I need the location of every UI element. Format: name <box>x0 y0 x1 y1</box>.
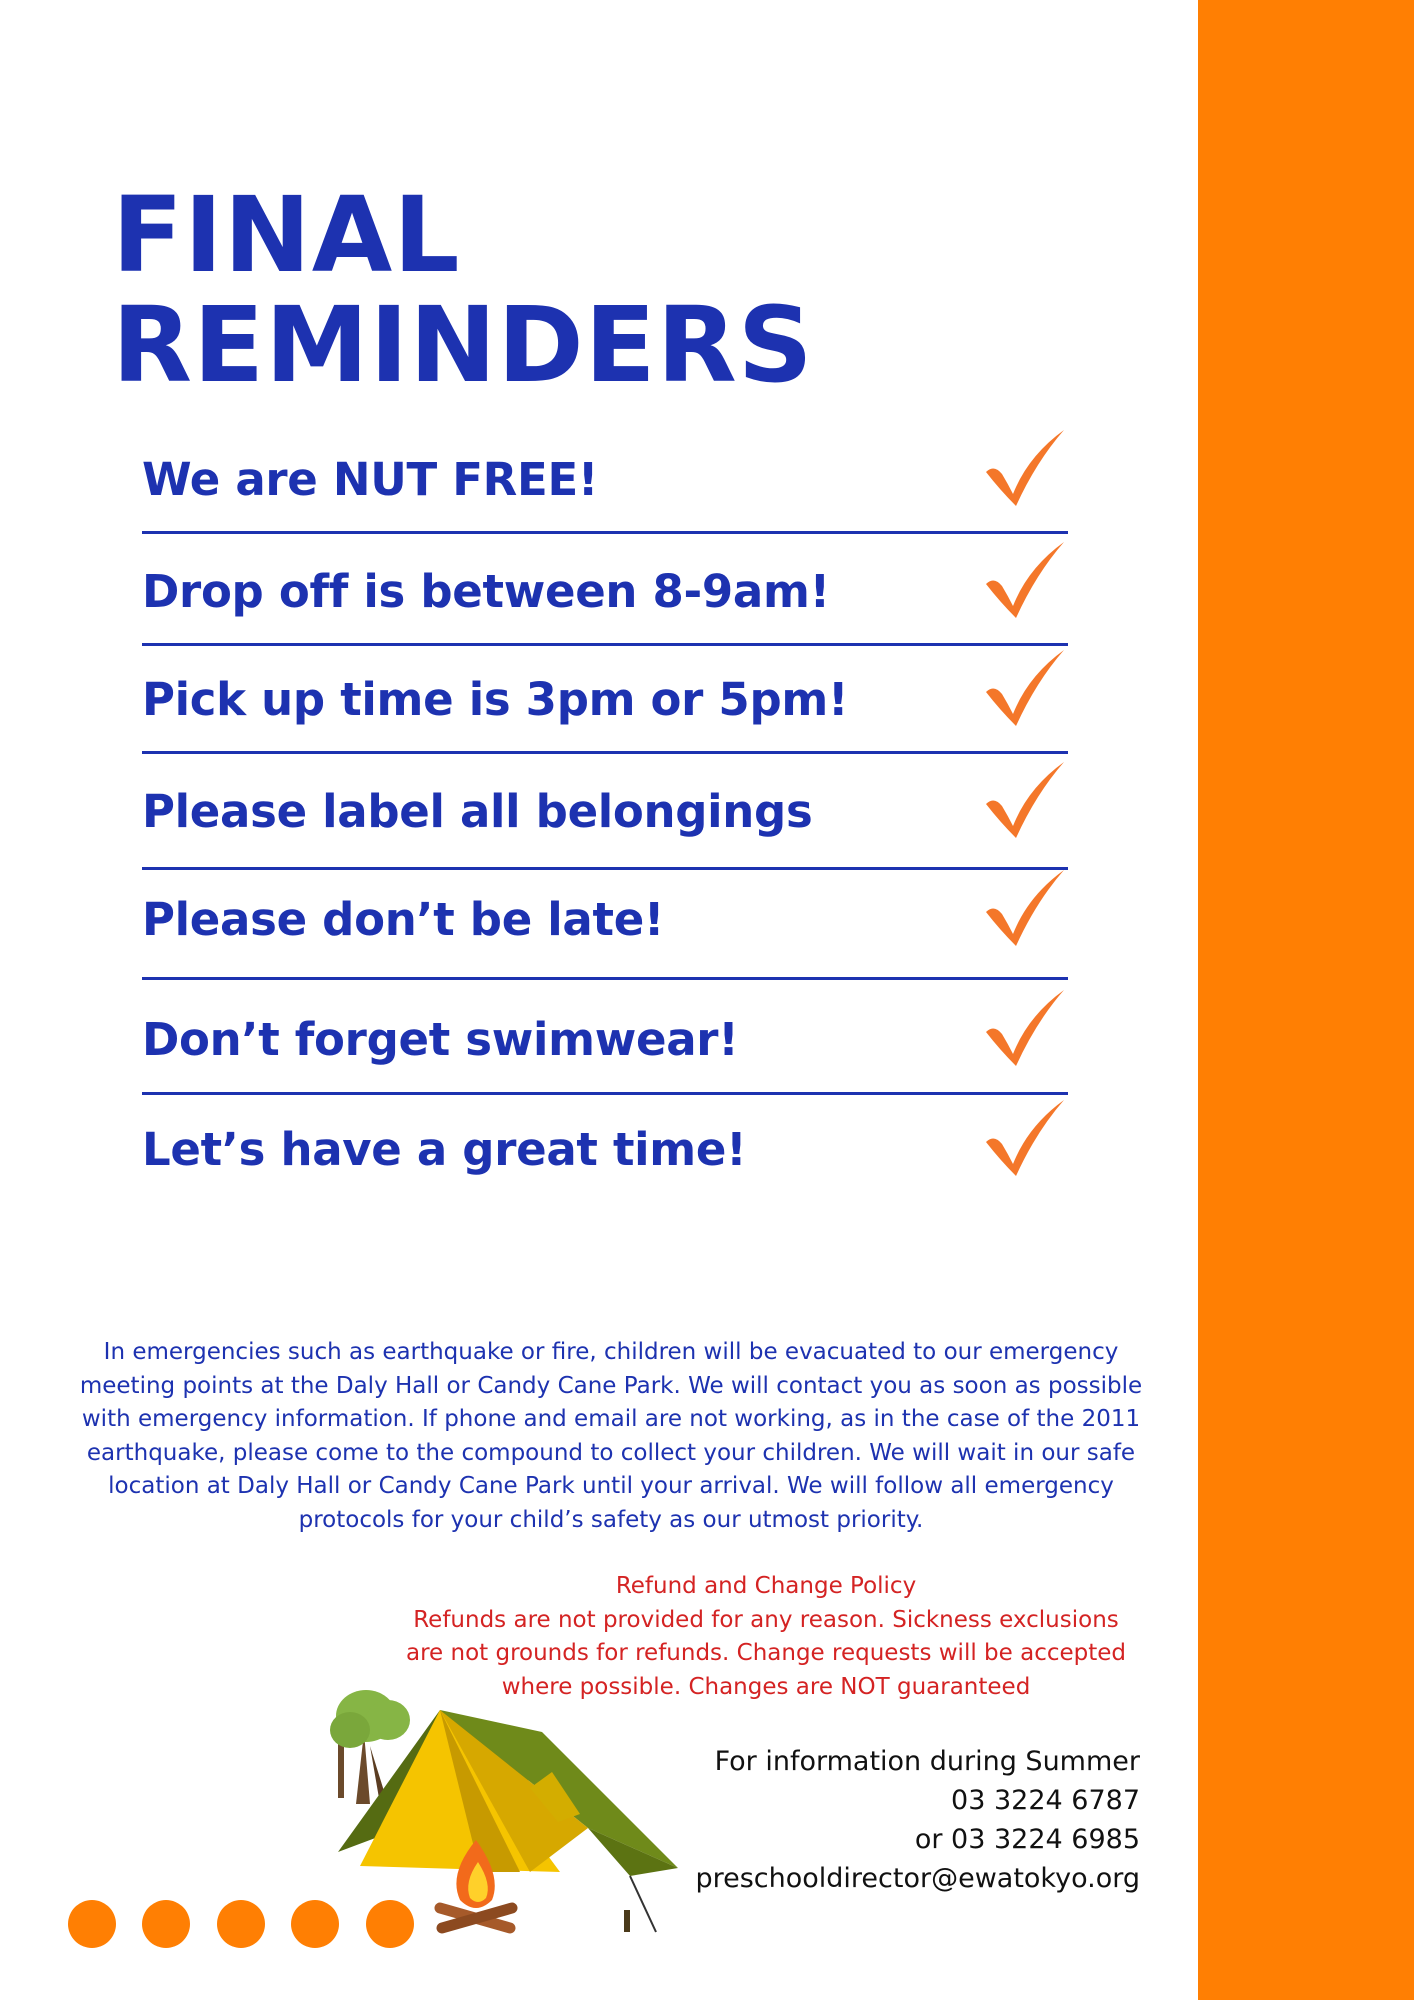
checklist-item-text: Please don’t be late! <box>142 893 665 946</box>
checklist-item <box>142 1090 1070 1200</box>
contact-phone-secondary: or 03 3224 6985 <box>914 1824 1140 1855</box>
orange-dot <box>366 1900 414 1948</box>
title-line-1: FINAL <box>112 174 461 296</box>
checkmark-icon <box>980 860 1070 950</box>
checkmark-icon <box>980 980 1070 1070</box>
checkmark-icon <box>980 420 1070 510</box>
contact-heading: For information during Summer <box>714 1746 1140 1777</box>
orange-dot <box>217 1900 265 1948</box>
checklist-item <box>142 640 1070 750</box>
contact-email: preschooldirector@ewatokyo.org <box>695 1863 1140 1894</box>
checkmark-icon <box>980 1090 1070 1180</box>
checklist-item-text: Let’s have a great time! <box>142 1123 747 1176</box>
checkmark-icon <box>980 532 1070 622</box>
checklist-item-text: Pick up time is 3pm or 5pm! <box>142 673 849 726</box>
orange-dot <box>68 1900 116 1948</box>
checklist-item <box>142 980 1070 1090</box>
refund-policy-line: where possible. Changes are NOT guaranteed <box>501 1673 1031 1700</box>
checklist-item <box>142 420 1070 530</box>
refund-policy-heading: Refund and Change Policy <box>615 1573 917 1599</box>
checkmark-icon <box>980 752 1070 842</box>
checklist-item-text: Drop off is between 8-9am! <box>142 565 830 618</box>
refund-policy-line: Refunds are not provided for any reason. Sickness exclusions <box>413 1606 1119 1633</box>
title-line-2: REMINDERS <box>112 284 814 406</box>
checklist-item-text: Please label all belongings <box>142 785 813 838</box>
checklist-item <box>142 860 1070 970</box>
checklist-item-text: We are NUT FREE! <box>142 453 599 506</box>
contact-phone-primary: 03 3224 6787 <box>951 1785 1140 1816</box>
orange-dot <box>142 1900 190 1948</box>
refund-policy-line: are not grounds for refunds. Change requests will be accepted <box>406 1640 1126 1667</box>
checklist-item <box>142 752 1070 862</box>
checkmark-icon <box>980 640 1070 730</box>
orange-side-bar <box>1198 0 1414 2000</box>
checklist-item-text: Don’t forget swimwear! <box>142 1013 739 1066</box>
orange-dot <box>291 1900 339 1948</box>
summer-contact-info <box>695 1742 1140 1898</box>
emergency-notice: In emergencies such as earthquake or fire, children will be evacuated to our emergency meeting points at the Daly Hall or Candy Cane Park. We will contact you as soon as possible with emergency information. If phone and email are not working, as in the case of the 2011 earthquake, please come to the compound to collect your children. We will wait in our safe location at Daly Hall or Candy Cane Park until your arrival. We will follow all emergency protocols for your child’s safety as our utmost priority. <box>79 1339 1143 1533</box>
checklist-item <box>142 532 1070 642</box>
